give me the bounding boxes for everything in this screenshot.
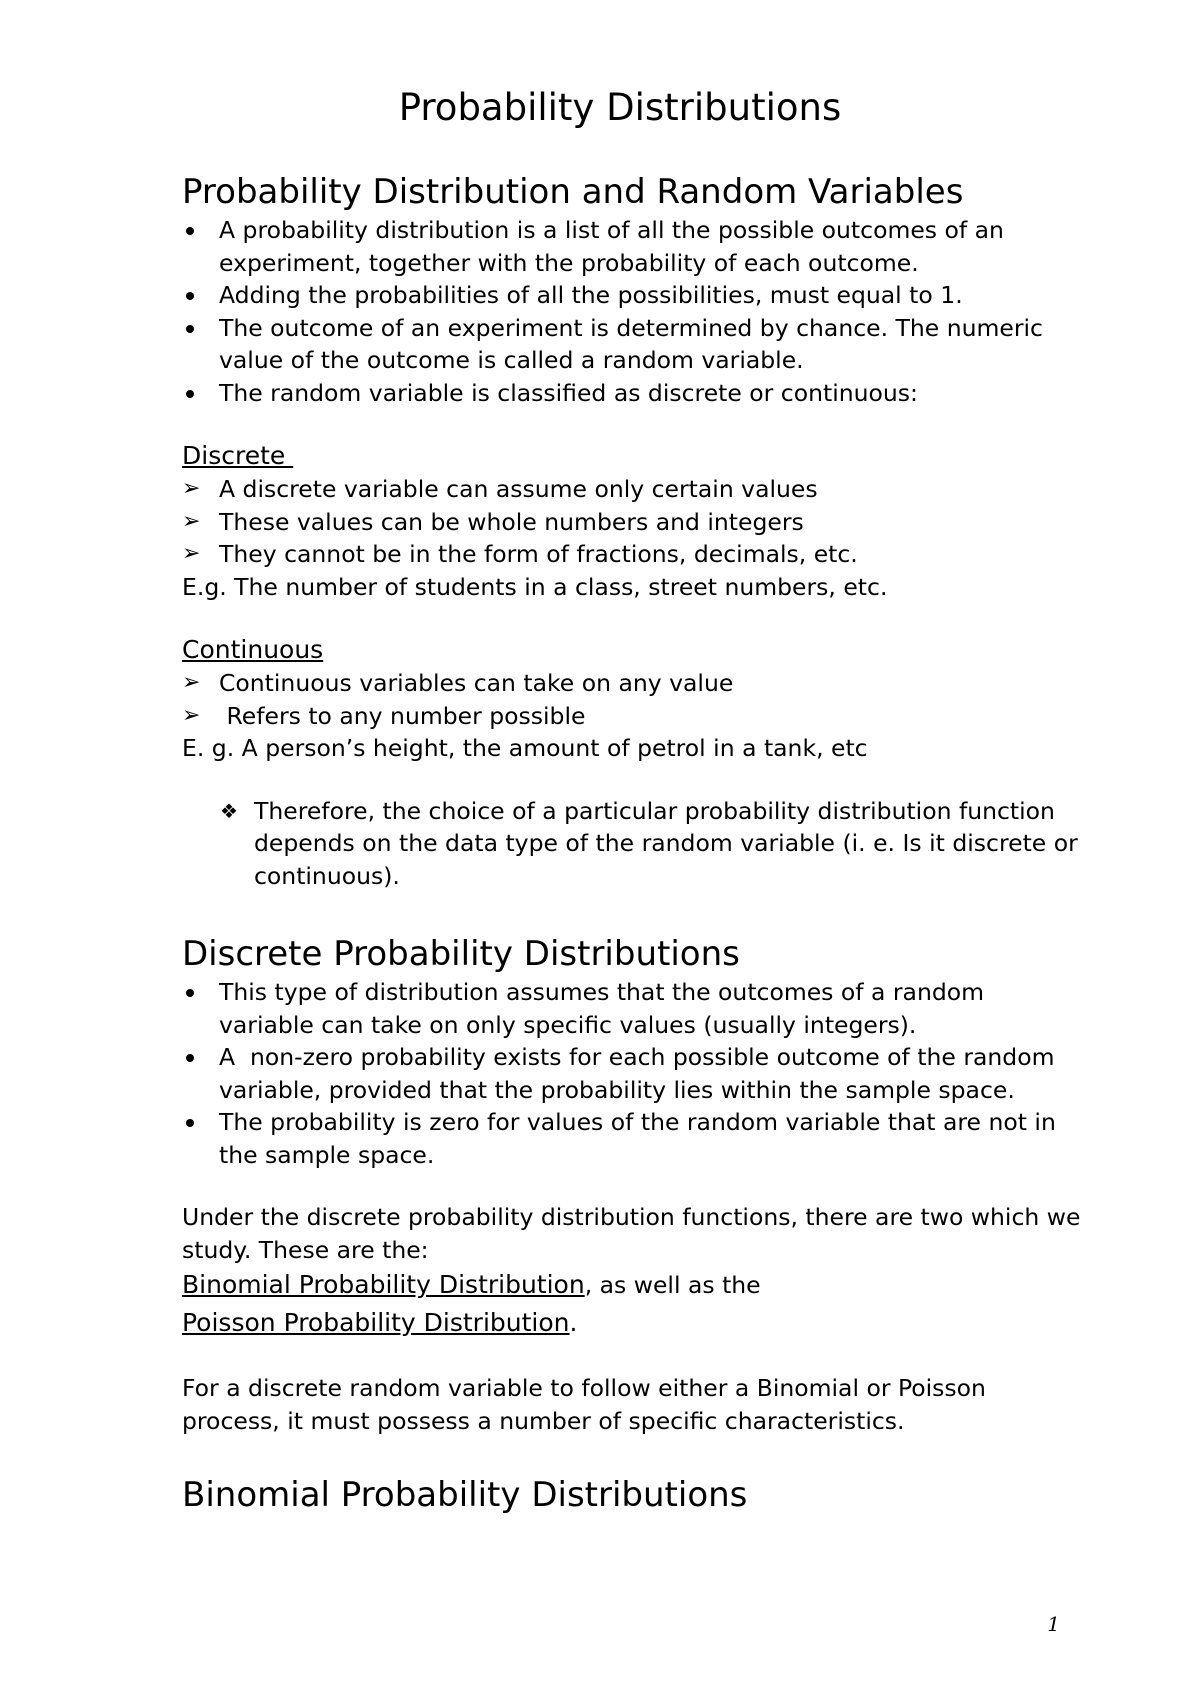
arrowhead-bullet-icon: ➢ — [182, 670, 201, 695]
section-heading-random-variables: Probability Distribution and Random Variables — [182, 172, 964, 212]
arrowhead-bullet-icon: ➢ — [182, 508, 201, 534]
list-item: Adding the probabilities of all the possibilities, must equal to 1. — [182, 279, 1082, 312]
list-item: A probability distribution is a list of all the possible outcomes of an experiment, together with the probability of each outcome. — [182, 214, 1082, 279]
arrowhead-bullet-icon: ➢ — [182, 476, 201, 501]
section2-bullet-list — [182, 976, 1082, 1171]
continuous-point-list — [182, 667, 1082, 732]
discrete-heading: Discrete — [182, 441, 294, 470]
document-title: Probability Distributions — [398, 86, 842, 129]
list-item: ➢ Refers to any number possible — [182, 700, 1082, 733]
document-body — [182, 172, 1082, 1515]
poisson-line: Poisson Probability Distribution. — [182, 1308, 578, 1337]
bullet-dot-icon — [186, 1054, 194, 1062]
list-item: The probability is zero for values of the random variable that are not in the sample space. — [182, 1106, 1082, 1171]
bullet-dot-icon — [186, 390, 194, 398]
bullet-dot-icon — [186, 989, 194, 997]
bullet-dot-icon — [186, 325, 194, 333]
section-heading-binomial-distributions: Binomial Probability Distributions — [182, 1475, 748, 1515]
list-item: ➢ Continuous variables can take on any value — [182, 667, 1082, 700]
poisson-distribution-link[interactable]: Poisson Probability Distribution — [182, 1308, 570, 1337]
binomial-distribution-link[interactable]: Binomial Probability Distribution — [182, 1270, 585, 1299]
list-item: The outcome of an experiment is determined by chance. The numeric value of the outcome is called a random variable. — [182, 312, 1082, 377]
list-item: This type of distribution assumes that the outcomes of a random variable can take on only specific values (usually integers). — [182, 976, 1082, 1041]
discrete-example: E.g. The number of students in a class, street numbers, etc. — [182, 572, 888, 601]
arrowhead-bullet-icon: ➢ — [182, 541, 201, 566]
distribution-intro: Under the discrete probability distribution functions, there are two which we study. These are the: — [182, 1203, 1081, 1264]
continuous-heading: Continuous — [182, 635, 324, 664]
section1-bullet-list — [182, 214, 1082, 409]
section-heading-discrete-distributions: Discrete Probability Distributions — [182, 934, 740, 974]
list-item: A non-zero probability exists for each possible outcome of the random variable, provided that the probability lies within the sample space. — [182, 1041, 1082, 1106]
page-number: 1 — [1047, 1612, 1060, 1636]
arrowhead-bullet-icon: ➢ — [182, 702, 201, 728]
list-item: ➢ These values can be whole numbers and integers — [182, 506, 1082, 539]
therefore-note: ❖ Therefore, the choice of a particular probability distribution function depends on the data type of the random variable (i. e. Is it discrete or continuous). — [220, 796, 1078, 890]
list-item: The random variable is classified as discrete or continuous: — [182, 377, 1082, 410]
bullet-dot-icon — [186, 1119, 194, 1127]
bullet-dot-icon — [186, 292, 194, 300]
continuous-example: E. g. A person’s height, the amount of petrol in a tank, etc — [182, 734, 868, 762]
list-item: ➢ A discrete variable can assume only certain values — [182, 473, 1082, 506]
list-item: ➢ They cannot be in the form of fractions, decimals, etc. — [182, 538, 1082, 571]
title-wrap — [0, 86, 1200, 130]
discrete-point-list — [182, 473, 1082, 571]
characteristics-paragraph: For a discrete random variable to follow either a Binomial or Poisson process, it must possess a number of specific characteristics. — [182, 1374, 986, 1435]
bullet-dot-icon — [186, 227, 194, 235]
binomial-line: Binomial Probability Distribution, as well as the — [182, 1270, 761, 1299]
diamond-bullet-icon: ❖ — [220, 798, 238, 823]
